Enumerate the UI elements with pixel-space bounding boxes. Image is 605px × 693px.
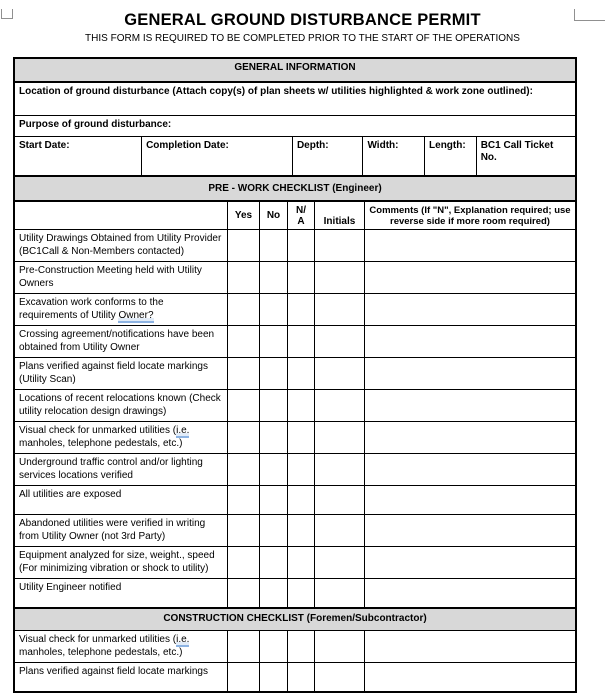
section-header-general-information: GENERAL INFORMATION (15, 59, 575, 81)
checklist-row (15, 630, 575, 662)
na-cell[interactable] (287, 515, 314, 546)
initials-cell[interactable] (314, 262, 364, 293)
checklist-row (15, 662, 575, 691)
initials-cell[interactable] (314, 422, 364, 453)
initials-cell[interactable] (314, 631, 364, 662)
initials-cell[interactable] (314, 547, 364, 578)
bc1-call-ticket-field[interactable]: BC1 Call Ticket No. (476, 137, 575, 175)
comments-cell[interactable] (364, 515, 575, 546)
start-date-field[interactable]: Start Date: (19, 140, 70, 151)
checklist-item-label: All utilities are exposed (19, 489, 122, 500)
comments-cell[interactable] (364, 547, 575, 578)
checklist-item-label: Excavation work conforms to the requirements of Utility Owner? (19, 297, 164, 321)
yes-cell[interactable] (227, 515, 259, 546)
no-cell[interactable] (259, 422, 287, 453)
checklist-row (15, 293, 575, 325)
checklist-row (15, 229, 575, 261)
no-cell[interactable] (259, 547, 287, 578)
comments-cell[interactable] (364, 262, 575, 293)
checklist-item-label: Visual check for unmarked utilities (i.e. manholes, telephone pedestals, etc.) (19, 634, 190, 658)
initials-cell[interactable] (314, 390, 364, 421)
col-header-initials: Initials (314, 202, 364, 229)
yes-cell[interactable] (227, 294, 259, 325)
page-corner-mark-left (1, 9, 13, 19)
checklist-item-label: Equipment analyzed for size, weight., speed (For minimizing vibration or shock to utility) (19, 550, 215, 574)
construction-rows (15, 630, 575, 691)
checklist-item-label: Abandoned utilities were verified in writing from Utility Owner (not 3rd Party) (19, 518, 206, 542)
comments-cell[interactable] (364, 390, 575, 421)
na-cell[interactable] (287, 663, 314, 691)
checklist-row (15, 453, 575, 485)
page-subtitle: THIS FORM IS REQUIRED TO BE COMPLETED PRIOR TO THE START OF THE OPERATIONS (85, 33, 520, 44)
yes-cell[interactable] (227, 631, 259, 662)
comments-cell[interactable] (364, 663, 575, 691)
col-header-comments: Comments (If "N", Explanation required; use reverse side if more room required) (364, 202, 575, 229)
no-cell[interactable] (259, 230, 287, 261)
no-cell[interactable] (259, 326, 287, 357)
comments-cell[interactable] (364, 230, 575, 261)
yes-cell[interactable] (227, 547, 259, 578)
na-cell[interactable] (287, 486, 314, 514)
col-header-yes: Yes (227, 202, 259, 229)
no-cell[interactable] (259, 262, 287, 293)
permit-form-page (0, 11, 605, 677)
yes-cell[interactable] (227, 579, 259, 607)
no-cell[interactable] (259, 631, 287, 662)
col-header-na: N/A (287, 202, 314, 229)
checklist-item-label: Visual check for unmarked utilities (i.e. manholes, telephone pedestals, etc.) (19, 425, 190, 449)
checklist-row (15, 514, 575, 546)
page-title: GENERAL GROUND DISTURBANCE PERMIT (124, 11, 481, 29)
initials-cell[interactable] (314, 515, 364, 546)
no-cell[interactable] (259, 358, 287, 389)
na-cell[interactable] (287, 422, 314, 453)
checklist-item-label: Plans verified against field locate markings (19, 666, 208, 677)
page-corner-mark-right (574, 9, 605, 21)
checklist-row (15, 546, 575, 578)
na-cell[interactable] (287, 326, 314, 357)
comments-cell[interactable] (364, 294, 575, 325)
checklist-row (15, 485, 575, 514)
comments-cell[interactable] (364, 358, 575, 389)
comments-cell[interactable] (364, 454, 575, 485)
no-cell[interactable] (259, 663, 287, 691)
checklist-row (15, 578, 575, 607)
permit-form-table (13, 57, 577, 693)
checklist-row (15, 389, 575, 421)
no-cell[interactable] (259, 294, 287, 325)
comments-cell[interactable] (364, 631, 575, 662)
initials-cell[interactable] (314, 326, 364, 357)
checklist-item-label: Utility Engineer notified (19, 582, 122, 593)
na-cell[interactable] (287, 454, 314, 485)
na-cell[interactable] (287, 230, 314, 261)
inline-link[interactable]: i.e. (176, 425, 190, 436)
location-field-row[interactable] (15, 81, 575, 115)
width-field[interactable]: Width: (362, 137, 424, 175)
na-cell[interactable] (287, 547, 314, 578)
section-header-construction-checklist: CONSTRUCTION CHECKLIST (Foremen/Subcontractor) (15, 607, 575, 630)
checklist-item-label: Utility Drawings Obtained from Utility Provider (BC1Call & Non-Members contacted) (19, 233, 222, 257)
depth-field[interactable]: Depth: (292, 137, 363, 175)
na-cell[interactable] (287, 631, 314, 662)
yes-cell[interactable] (227, 358, 259, 389)
na-cell[interactable] (287, 358, 314, 389)
no-cell[interactable] (259, 579, 287, 607)
comments-cell[interactable] (364, 486, 575, 514)
yes-cell[interactable] (227, 262, 259, 293)
yes-cell[interactable] (227, 326, 259, 357)
no-cell[interactable] (259, 515, 287, 546)
initials-cell[interactable] (314, 663, 364, 691)
na-cell[interactable] (287, 294, 314, 325)
na-cell[interactable] (287, 579, 314, 607)
no-cell[interactable] (259, 390, 287, 421)
checklist-item-label: Crossing agreement/notifications have been obtained from Utility Owner (19, 329, 215, 353)
checklist-column-headers (15, 200, 575, 229)
col-header-item (15, 202, 227, 230)
comments-cell[interactable] (364, 579, 575, 607)
initials-cell[interactable] (314, 454, 364, 485)
checklist-item-label: Locations of recent relocations known (Check utility relocation design drawings) (19, 393, 221, 417)
initials-cell[interactable] (314, 486, 364, 514)
checklist-row (15, 261, 575, 293)
initials-cell[interactable] (314, 579, 364, 607)
yes-cell[interactable] (227, 422, 259, 453)
no-cell[interactable] (259, 486, 287, 514)
section-header-pre-work-checklist: PRE - WORK CHECKLIST (Engineer) (15, 175, 575, 200)
checklist-row (15, 421, 575, 453)
location-label: Location of ground disturbance (Attach copy(s) of plan sheets w/ utilities highlighted & work zone outlined): (19, 86, 533, 97)
length-field[interactable]: Length: (424, 137, 476, 175)
checklist-row (15, 357, 575, 389)
na-cell[interactable] (287, 262, 314, 293)
yes-cell[interactable] (227, 390, 259, 421)
initials-cell[interactable] (314, 358, 364, 389)
na-cell[interactable] (287, 390, 314, 421)
yes-cell[interactable] (227, 486, 259, 514)
purpose-field-row[interactable] (15, 115, 575, 136)
completion-date-field[interactable]: Completion Date: (141, 137, 292, 175)
initials-cell[interactable] (314, 294, 364, 325)
comments-cell[interactable] (364, 422, 575, 453)
initials-cell[interactable] (314, 230, 364, 261)
dates-field-row (15, 136, 575, 175)
inline-link[interactable]: i.e. (176, 634, 190, 645)
no-cell[interactable] (259, 454, 287, 485)
checklist-item-label: Pre-Construction Meeting held with Utility Owners (19, 265, 202, 289)
inline-link[interactable]: Owner? (118, 310, 154, 321)
prework-rows (15, 229, 575, 607)
comments-cell[interactable] (364, 326, 575, 357)
checklist-item-label: Plans verified against field locate markings (Utility Scan) (19, 361, 208, 385)
yes-cell[interactable] (227, 454, 259, 485)
checklist-row (15, 325, 575, 357)
purpose-label: Purpose of ground disturbance: (19, 119, 172, 130)
checklist-item-label: Underground traffic control and/or lighting services locations verified (19, 457, 203, 481)
yes-cell[interactable] (227, 230, 259, 261)
col-header-no: No (259, 202, 287, 229)
yes-cell[interactable] (227, 663, 259, 691)
